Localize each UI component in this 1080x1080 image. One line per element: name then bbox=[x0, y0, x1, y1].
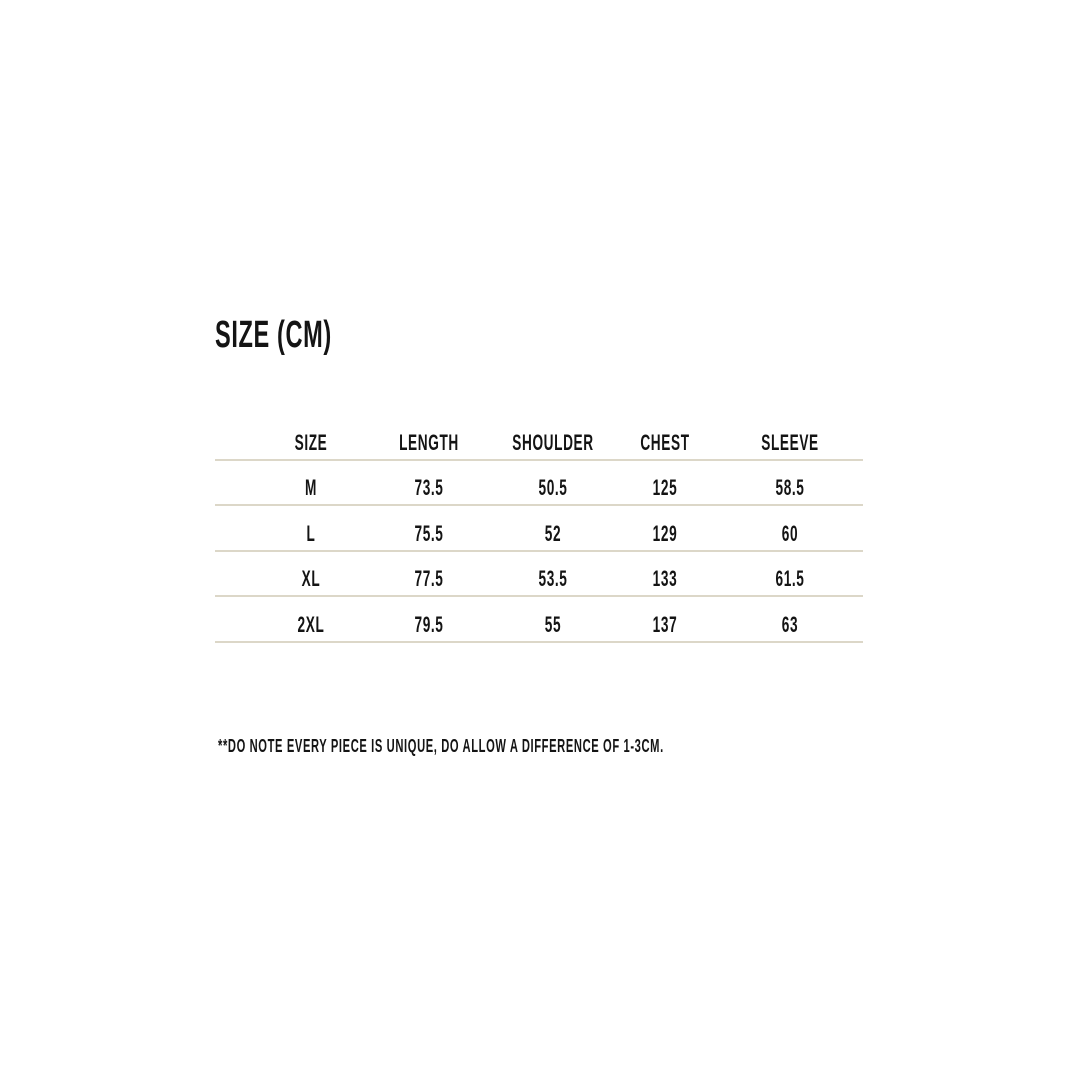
cell-shoulder: 52 bbox=[544, 520, 562, 546]
cell-sleeve: 61.5 bbox=[775, 566, 805, 591]
cell-chest: 125 bbox=[652, 475, 678, 500]
cell-shoulder: 55 bbox=[544, 611, 562, 637]
cell-size: L bbox=[306, 520, 316, 546]
table-row-xl bbox=[215, 552, 863, 598]
column-header-shoulder: SHOULDER bbox=[512, 429, 594, 455]
cell-size: XL bbox=[301, 566, 321, 591]
cell-shoulder: 50.5 bbox=[538, 475, 568, 500]
column-header-sleeve: SLEEVE bbox=[761, 429, 819, 455]
cell-chest: 137 bbox=[652, 611, 678, 637]
cell-sleeve: 63 bbox=[781, 611, 799, 637]
footnote-text: **DO NOTE EVERY PIECE IS UNIQUE, DO ALLOW A DIFFERENCE OF 1-3CM. bbox=[218, 736, 664, 756]
table-row-2xl bbox=[215, 597, 863, 643]
column-header-chest: CHEST bbox=[640, 429, 690, 455]
cell-shoulder: 53.5 bbox=[538, 566, 568, 591]
size-table bbox=[215, 415, 863, 643]
cell-chest: 129 bbox=[652, 520, 678, 546]
cell-length: 79.5 bbox=[414, 611, 444, 637]
cell-size: 2XL bbox=[297, 611, 325, 637]
cell-size: M bbox=[305, 475, 317, 500]
column-header-size: SIZE bbox=[294, 429, 328, 455]
cell-length: 75.5 bbox=[414, 520, 444, 546]
cell-length: 77.5 bbox=[414, 566, 444, 591]
page-title bbox=[215, 316, 403, 354]
table-row-l bbox=[215, 506, 863, 552]
footnote bbox=[218, 737, 937, 755]
cell-length: 73.5 bbox=[414, 475, 444, 500]
cell-chest: 133 bbox=[652, 566, 678, 591]
cell-sleeve: 58.5 bbox=[775, 475, 805, 500]
cell-sleeve: 60 bbox=[781, 520, 799, 546]
column-header-length: LENGTH bbox=[399, 429, 459, 455]
table-row-m bbox=[215, 461, 863, 507]
page-title-text: SIZE (CM) bbox=[215, 314, 332, 356]
table-header-row bbox=[215, 415, 863, 461]
